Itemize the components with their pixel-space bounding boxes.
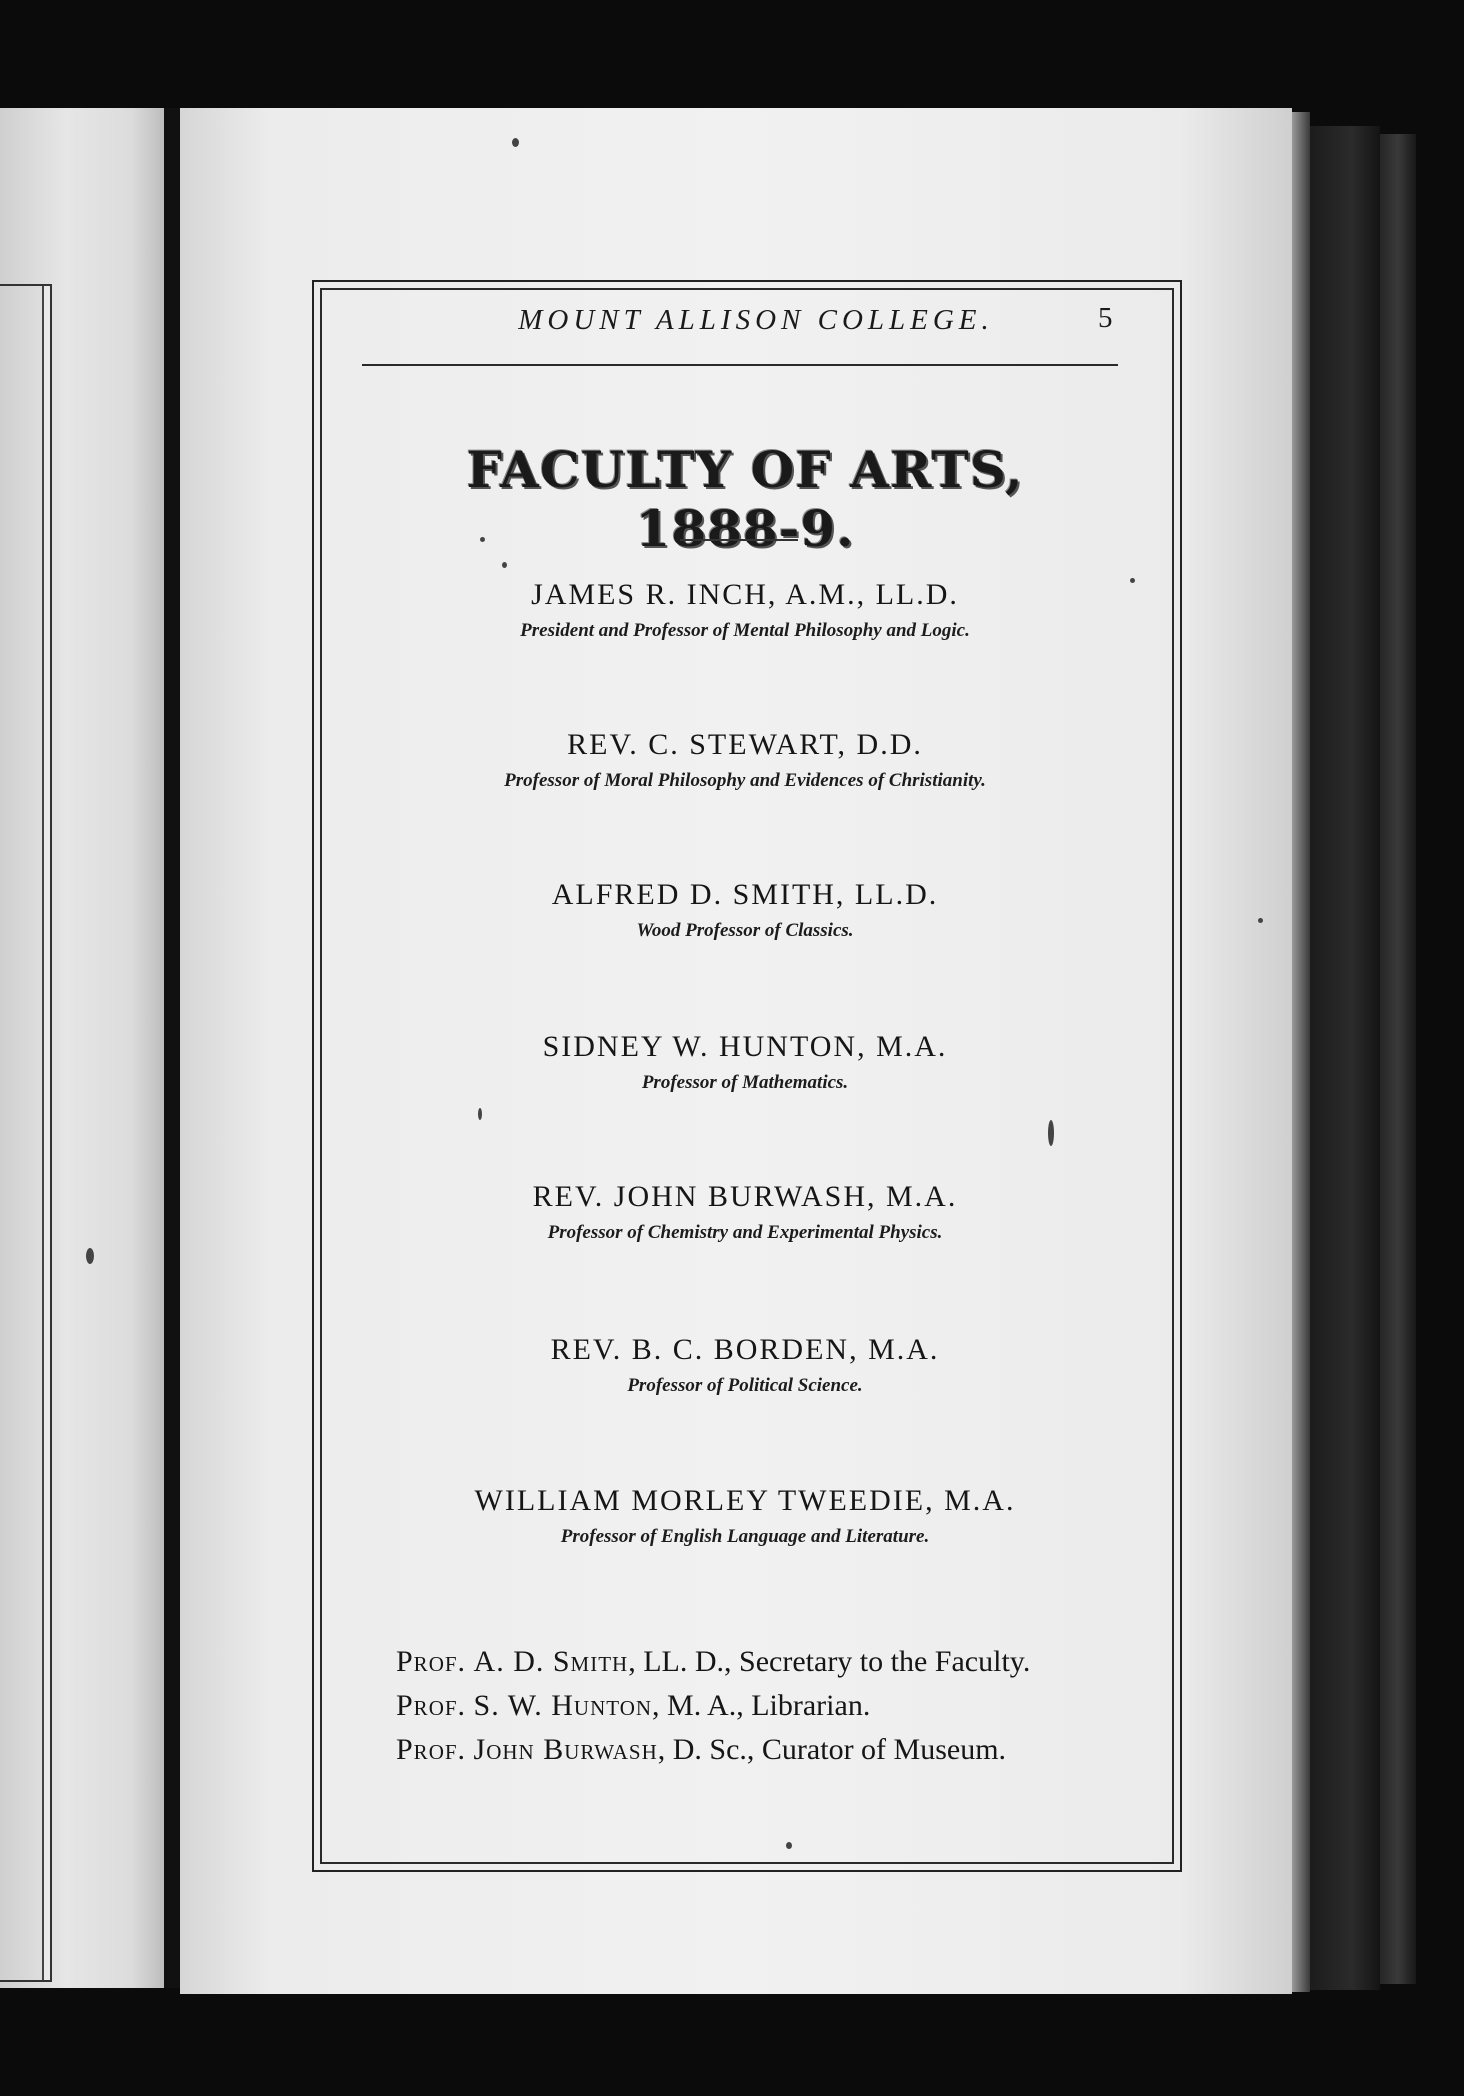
- faculty-role: President and Professor of Mental Philosophy and Logic.: [520, 620, 970, 641]
- scan-speck: [86, 1248, 94, 1264]
- scan-speck: [478, 1108, 482, 1120]
- title-rule: [680, 539, 798, 541]
- officer-name: S. W. Hunton: [473, 1689, 653, 1722]
- scan-speck: [1130, 578, 1135, 583]
- scan-speck: [1048, 1120, 1054, 1146]
- scan-speck: [502, 562, 507, 568]
- officer-title: Prof.: [396, 1733, 467, 1766]
- officer-duty: , M. A., Librarian.: [652, 1689, 871, 1722]
- faculty-name: REV. JOHN BURWASH, M.A.: [532, 1180, 958, 1213]
- faculty-officers: [396, 1640, 1136, 1772]
- officer-duty: , D. Sc., Curator of Museum.: [657, 1733, 1007, 1766]
- faculty-name: WILLIAM MORLEY TWEEDIE, M.A.: [474, 1484, 1016, 1517]
- officer-title: Prof.: [396, 1645, 467, 1678]
- faculty-role: Professor of Chemistry and Experimental Physics.: [547, 1222, 943, 1243]
- section-title: FACULTY OF ARTS, 1888-9.: [466, 440, 1024, 558]
- faculty-name: ALFRED D. SMITH, LL.D.: [551, 878, 939, 911]
- officer-title: Prof.: [396, 1689, 467, 1722]
- book-gutter: [164, 108, 180, 1988]
- running-head: MOUNT ALLISON COLLEGE.: [518, 304, 994, 336]
- faculty-entry: [400, 578, 1090, 642]
- faculty-name: REV. B. C. BORDEN, M.A.: [550, 1333, 940, 1366]
- left-page-frame: [0, 284, 52, 1982]
- scan-speck: [512, 138, 519, 147]
- faculty-name: JAMES R. INCH, A.M., LL.D.: [531, 578, 959, 611]
- officer-line: [396, 1640, 1136, 1684]
- faculty-entry: [400, 1030, 1090, 1094]
- book-cover-edge-outer: [1380, 134, 1416, 1984]
- scan-speck: [786, 1842, 792, 1849]
- faculty-role: Professor of Political Science.: [627, 1375, 863, 1396]
- faculty-role: Professor of Mathematics.: [641, 1072, 849, 1093]
- faculty-name: REV. C. STEWART, D.D.: [567, 728, 923, 761]
- faculty-role: Wood Professor of Classics.: [636, 920, 854, 941]
- scan-speck: [480, 537, 485, 542]
- faculty-name: SIDNEY W. HUNTON, M.A.: [542, 1030, 948, 1063]
- faculty-entry: [400, 1180, 1090, 1244]
- page-edge-shadow: [1292, 112, 1310, 1992]
- book-cover-edge: [1310, 126, 1380, 1990]
- header-rule: [362, 364, 1118, 366]
- faculty-role: Professor of English Language and Literature.: [560, 1526, 930, 1547]
- officer-name: A. D. Smith: [473, 1645, 629, 1678]
- faculty-entry: [400, 1484, 1090, 1548]
- faculty-entry: [400, 1333, 1090, 1397]
- page-number: 5: [1098, 302, 1113, 334]
- scan-speck: [1258, 918, 1263, 923]
- faculty-entry: [400, 728, 1090, 792]
- faculty-entry: [400, 878, 1090, 942]
- faculty-role: Professor of Moral Philosophy and Evidences of Christianity.: [504, 770, 986, 791]
- officer-line: [396, 1684, 1136, 1728]
- left-page-edge: [0, 108, 164, 1988]
- officer-duty: , LL. D., Secretary to the Faculty.: [628, 1645, 1031, 1678]
- officer-line: [396, 1728, 1136, 1772]
- officer-name: John Burwash: [473, 1733, 658, 1766]
